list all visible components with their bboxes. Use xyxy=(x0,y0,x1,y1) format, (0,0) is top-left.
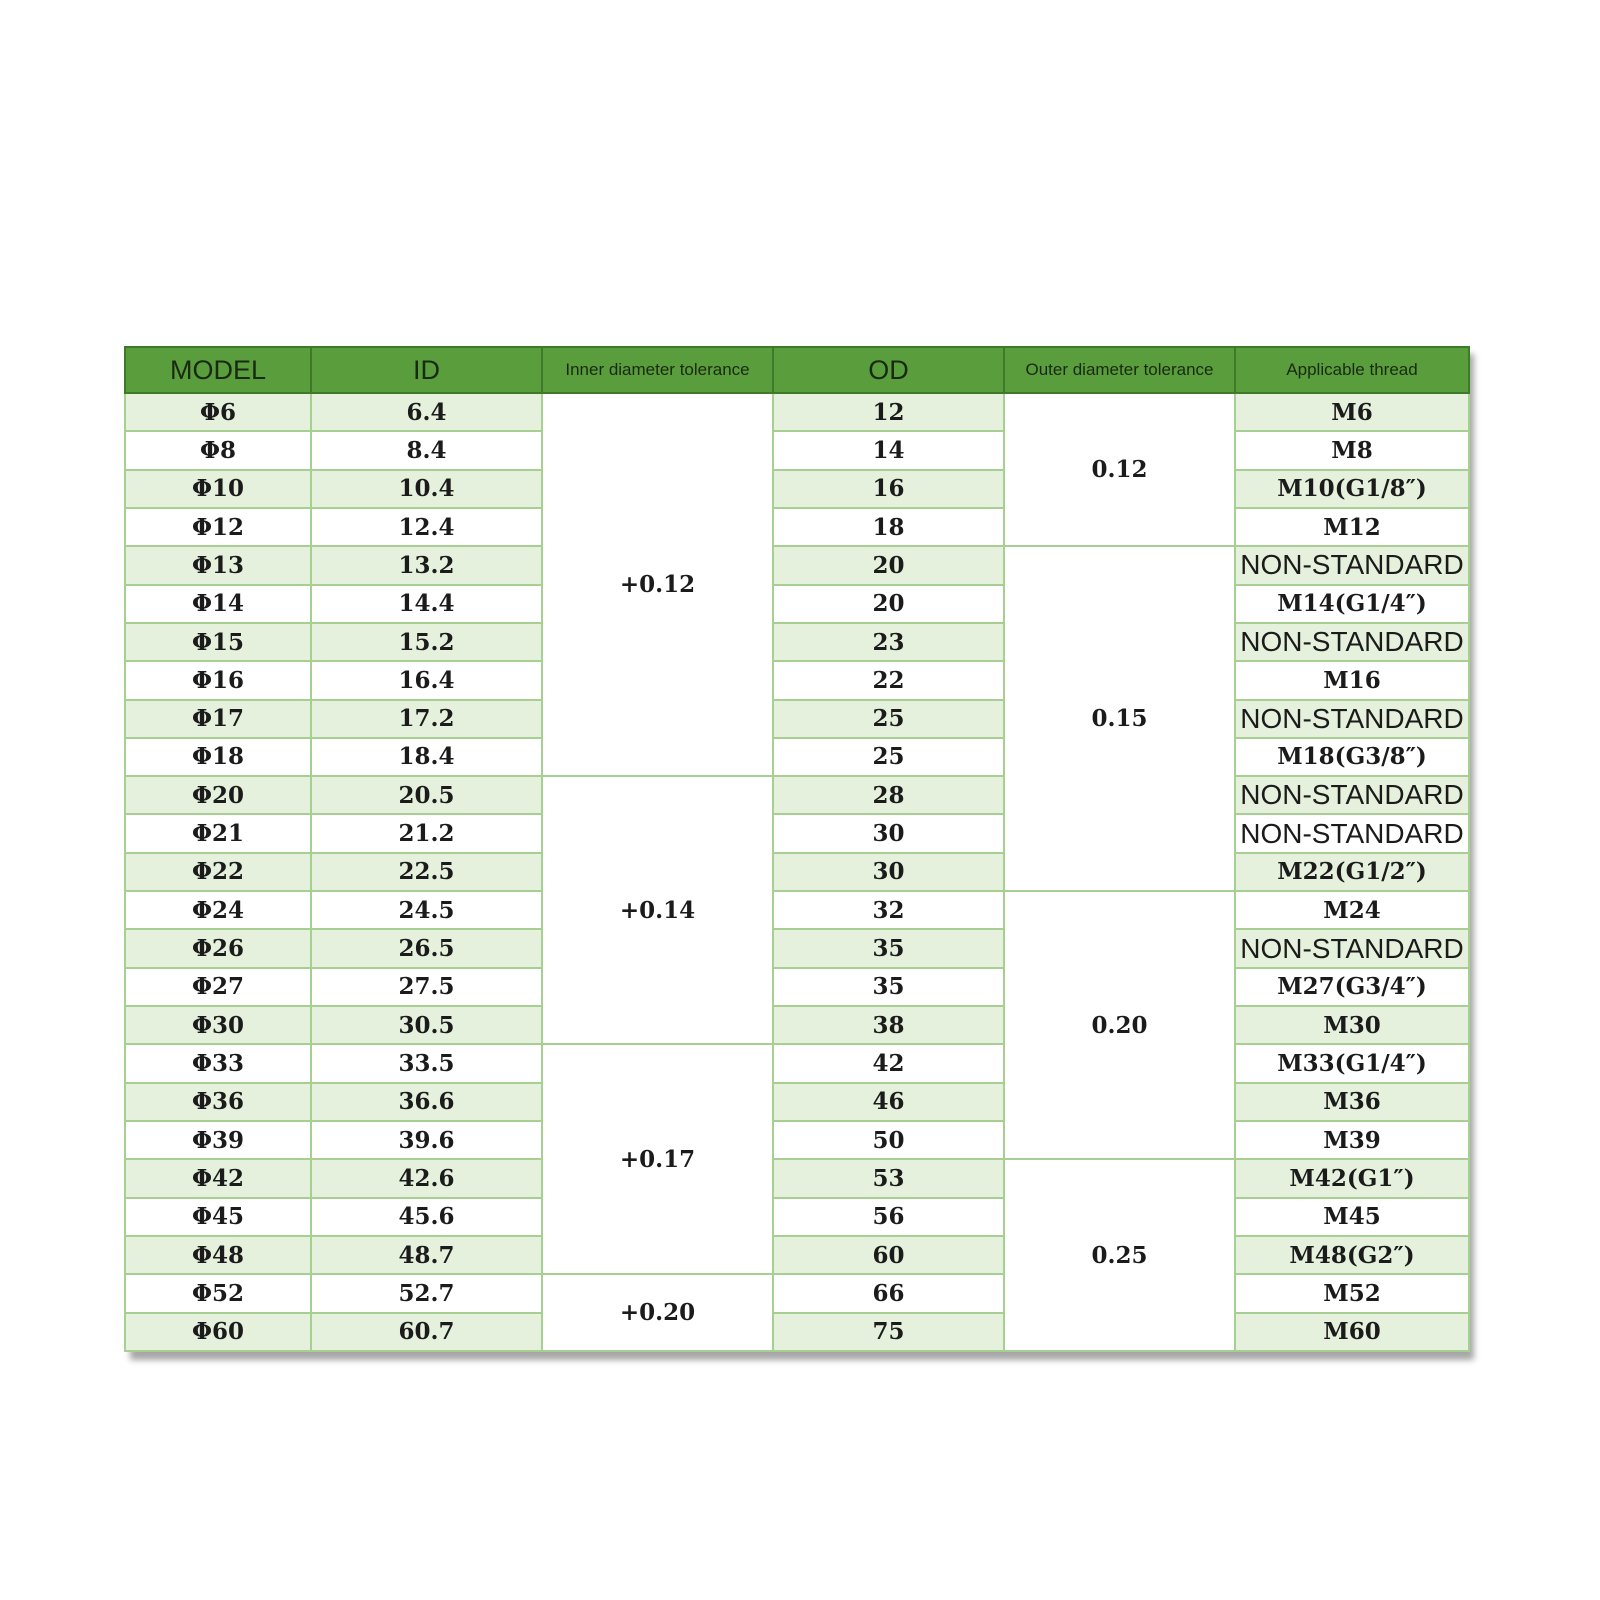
od-cell: 20 xyxy=(773,546,1004,584)
id-cell: 48.7 xyxy=(311,1236,542,1274)
table-row xyxy=(125,891,1469,929)
id-cell: 60.7 xyxy=(311,1313,542,1352)
header-row xyxy=(125,347,1469,393)
od-cell: 75 xyxy=(773,1313,1004,1352)
id-cell: 24.5 xyxy=(311,891,542,929)
thread-cell: M14(G1/4″) xyxy=(1235,585,1469,623)
table-row xyxy=(125,470,1469,508)
od-cell: 35 xyxy=(773,968,1004,1006)
model-cell: Φ45 xyxy=(125,1198,311,1236)
model-cell: Φ17 xyxy=(125,700,311,738)
od-cell: 38 xyxy=(773,1006,1004,1044)
model-cell: Φ21 xyxy=(125,814,311,852)
inner-tolerance-cell: +0.20 xyxy=(542,1274,773,1351)
model-cell: Φ16 xyxy=(125,661,311,699)
thread-cell: M30 xyxy=(1235,1006,1469,1044)
table-row xyxy=(125,508,1469,546)
outer-tolerance-cell: 0.15 xyxy=(1004,546,1235,891)
header-inner-tolerance: Inner diameter tolerance xyxy=(542,347,773,393)
od-cell: 56 xyxy=(773,1198,1004,1236)
thread-cell: M33(G1/4″) xyxy=(1235,1044,1469,1082)
id-cell: 33.5 xyxy=(311,1044,542,1082)
od-cell: 30 xyxy=(773,853,1004,891)
id-cell: 14.4 xyxy=(311,585,542,623)
thread-cell: M36 xyxy=(1235,1083,1469,1121)
header-od: OD xyxy=(773,347,1004,393)
id-cell: 16.4 xyxy=(311,661,542,699)
model-cell: Φ42 xyxy=(125,1159,311,1197)
id-cell: 18.4 xyxy=(311,738,542,776)
model-cell: Φ24 xyxy=(125,891,311,929)
id-cell: 13.2 xyxy=(311,546,542,584)
inner-tolerance-cell: +0.14 xyxy=(542,776,773,1044)
od-cell: 46 xyxy=(773,1083,1004,1121)
table-row xyxy=(125,814,1469,852)
table-row xyxy=(125,1236,1469,1274)
thread-cell: NON-STANDARD xyxy=(1235,929,1469,967)
thread-cell: NON-STANDARD xyxy=(1235,623,1469,661)
id-cell: 6.4 xyxy=(311,393,542,431)
model-cell: Φ39 xyxy=(125,1121,311,1159)
table-row xyxy=(125,1159,1469,1197)
od-cell: 22 xyxy=(773,661,1004,699)
table-body xyxy=(125,393,1469,1351)
table-row xyxy=(125,853,1469,891)
thread-cell: M27(G3/4″) xyxy=(1235,968,1469,1006)
thread-cell: M22(G1/2″) xyxy=(1235,853,1469,891)
inner-tolerance-cell: +0.17 xyxy=(542,1044,773,1274)
header-thread: Applicable thread xyxy=(1235,347,1469,393)
table-row xyxy=(125,1274,1469,1312)
thread-cell: M60 xyxy=(1235,1313,1469,1352)
od-cell: 25 xyxy=(773,738,1004,776)
thread-cell: M48(G2″) xyxy=(1235,1236,1469,1274)
od-cell: 42 xyxy=(773,1044,1004,1082)
model-cell: Φ8 xyxy=(125,431,311,469)
od-cell: 20 xyxy=(773,585,1004,623)
model-cell: Φ10 xyxy=(125,470,311,508)
od-cell: 50 xyxy=(773,1121,1004,1159)
table-row xyxy=(125,738,1469,776)
id-cell: 15.2 xyxy=(311,623,542,661)
thread-cell: M12 xyxy=(1235,508,1469,546)
id-cell: 42.6 xyxy=(311,1159,542,1197)
header-id: ID xyxy=(311,347,542,393)
header-model: MODEL xyxy=(125,347,311,393)
spec-table-sheet xyxy=(124,346,1468,1352)
model-cell: Φ26 xyxy=(125,929,311,967)
outer-tolerance-cell: 0.20 xyxy=(1004,891,1235,1159)
table-row xyxy=(125,661,1469,699)
table-row xyxy=(125,1121,1469,1159)
table-row xyxy=(125,623,1469,661)
table-row xyxy=(125,585,1469,623)
table-row xyxy=(125,776,1469,814)
od-cell: 16 xyxy=(773,470,1004,508)
id-cell: 36.6 xyxy=(311,1083,542,1121)
model-cell: Φ15 xyxy=(125,623,311,661)
id-cell: 21.2 xyxy=(311,814,542,852)
thread-cell: M8 xyxy=(1235,431,1469,469)
inner-tolerance-cell: +0.12 xyxy=(542,393,773,776)
id-cell: 10.4 xyxy=(311,470,542,508)
table-row xyxy=(125,1006,1469,1044)
od-cell: 60 xyxy=(773,1236,1004,1274)
thread-cell: M42(G1″) xyxy=(1235,1159,1469,1197)
od-cell: 35 xyxy=(773,929,1004,967)
model-cell: Φ20 xyxy=(125,776,311,814)
thread-cell: M24 xyxy=(1235,891,1469,929)
thread-cell: M45 xyxy=(1235,1198,1469,1236)
thread-cell: NON-STANDARD xyxy=(1235,776,1469,814)
thread-cell: M16 xyxy=(1235,661,1469,699)
table-row xyxy=(125,393,1469,431)
id-cell: 22.5 xyxy=(311,853,542,891)
table-row xyxy=(125,1044,1469,1082)
id-cell: 45.6 xyxy=(311,1198,542,1236)
thread-cell: NON-STANDARD xyxy=(1235,700,1469,738)
id-cell: 52.7 xyxy=(311,1274,542,1312)
thread-cell: NON-STANDARD xyxy=(1235,546,1469,584)
model-cell: Φ14 xyxy=(125,585,311,623)
id-cell: 26.5 xyxy=(311,929,542,967)
table-row xyxy=(125,1083,1469,1121)
table-row xyxy=(125,431,1469,469)
model-cell: Φ12 xyxy=(125,508,311,546)
id-cell: 30.5 xyxy=(311,1006,542,1044)
model-cell: Φ48 xyxy=(125,1236,311,1274)
model-cell: Φ22 xyxy=(125,853,311,891)
table-row xyxy=(125,929,1469,967)
id-cell: 39.6 xyxy=(311,1121,542,1159)
thread-cell: M39 xyxy=(1235,1121,1469,1159)
thread-cell: M6 xyxy=(1235,393,1469,431)
od-cell: 18 xyxy=(773,508,1004,546)
od-cell: 32 xyxy=(773,891,1004,929)
table-row xyxy=(125,546,1469,584)
thread-cell: M52 xyxy=(1235,1274,1469,1312)
thread-cell: M18(G3/8″) xyxy=(1235,738,1469,776)
od-cell: 23 xyxy=(773,623,1004,661)
table-row xyxy=(125,1198,1469,1236)
od-cell: 25 xyxy=(773,700,1004,738)
thread-cell: M10(G1/8″) xyxy=(1235,470,1469,508)
model-cell: Φ52 xyxy=(125,1274,311,1312)
table-row xyxy=(125,700,1469,738)
od-cell: 12 xyxy=(773,393,1004,431)
model-cell: Φ27 xyxy=(125,968,311,1006)
model-cell: Φ13 xyxy=(125,546,311,584)
model-cell: Φ6 xyxy=(125,393,311,431)
spec-table xyxy=(124,346,1470,1352)
id-cell: 27.5 xyxy=(311,968,542,1006)
model-cell: Φ30 xyxy=(125,1006,311,1044)
id-cell: 20.5 xyxy=(311,776,542,814)
od-cell: 14 xyxy=(773,431,1004,469)
table-row xyxy=(125,1313,1469,1352)
id-cell: 8.4 xyxy=(311,431,542,469)
od-cell: 28 xyxy=(773,776,1004,814)
model-cell: Φ18 xyxy=(125,738,311,776)
header-outer-tolerance: Outer diameter tolerance xyxy=(1004,347,1235,393)
od-cell: 53 xyxy=(773,1159,1004,1197)
thread-cell: NON-STANDARD xyxy=(1235,814,1469,852)
id-cell: 12.4 xyxy=(311,508,542,546)
od-cell: 30 xyxy=(773,814,1004,852)
id-cell: 17.2 xyxy=(311,700,542,738)
model-cell: Φ60 xyxy=(125,1313,311,1352)
od-cell: 66 xyxy=(773,1274,1004,1312)
outer-tolerance-cell: 0.25 xyxy=(1004,1159,1235,1351)
model-cell: Φ33 xyxy=(125,1044,311,1082)
table-row xyxy=(125,968,1469,1006)
outer-tolerance-cell: 0.12 xyxy=(1004,393,1235,546)
model-cell: Φ36 xyxy=(125,1083,311,1121)
